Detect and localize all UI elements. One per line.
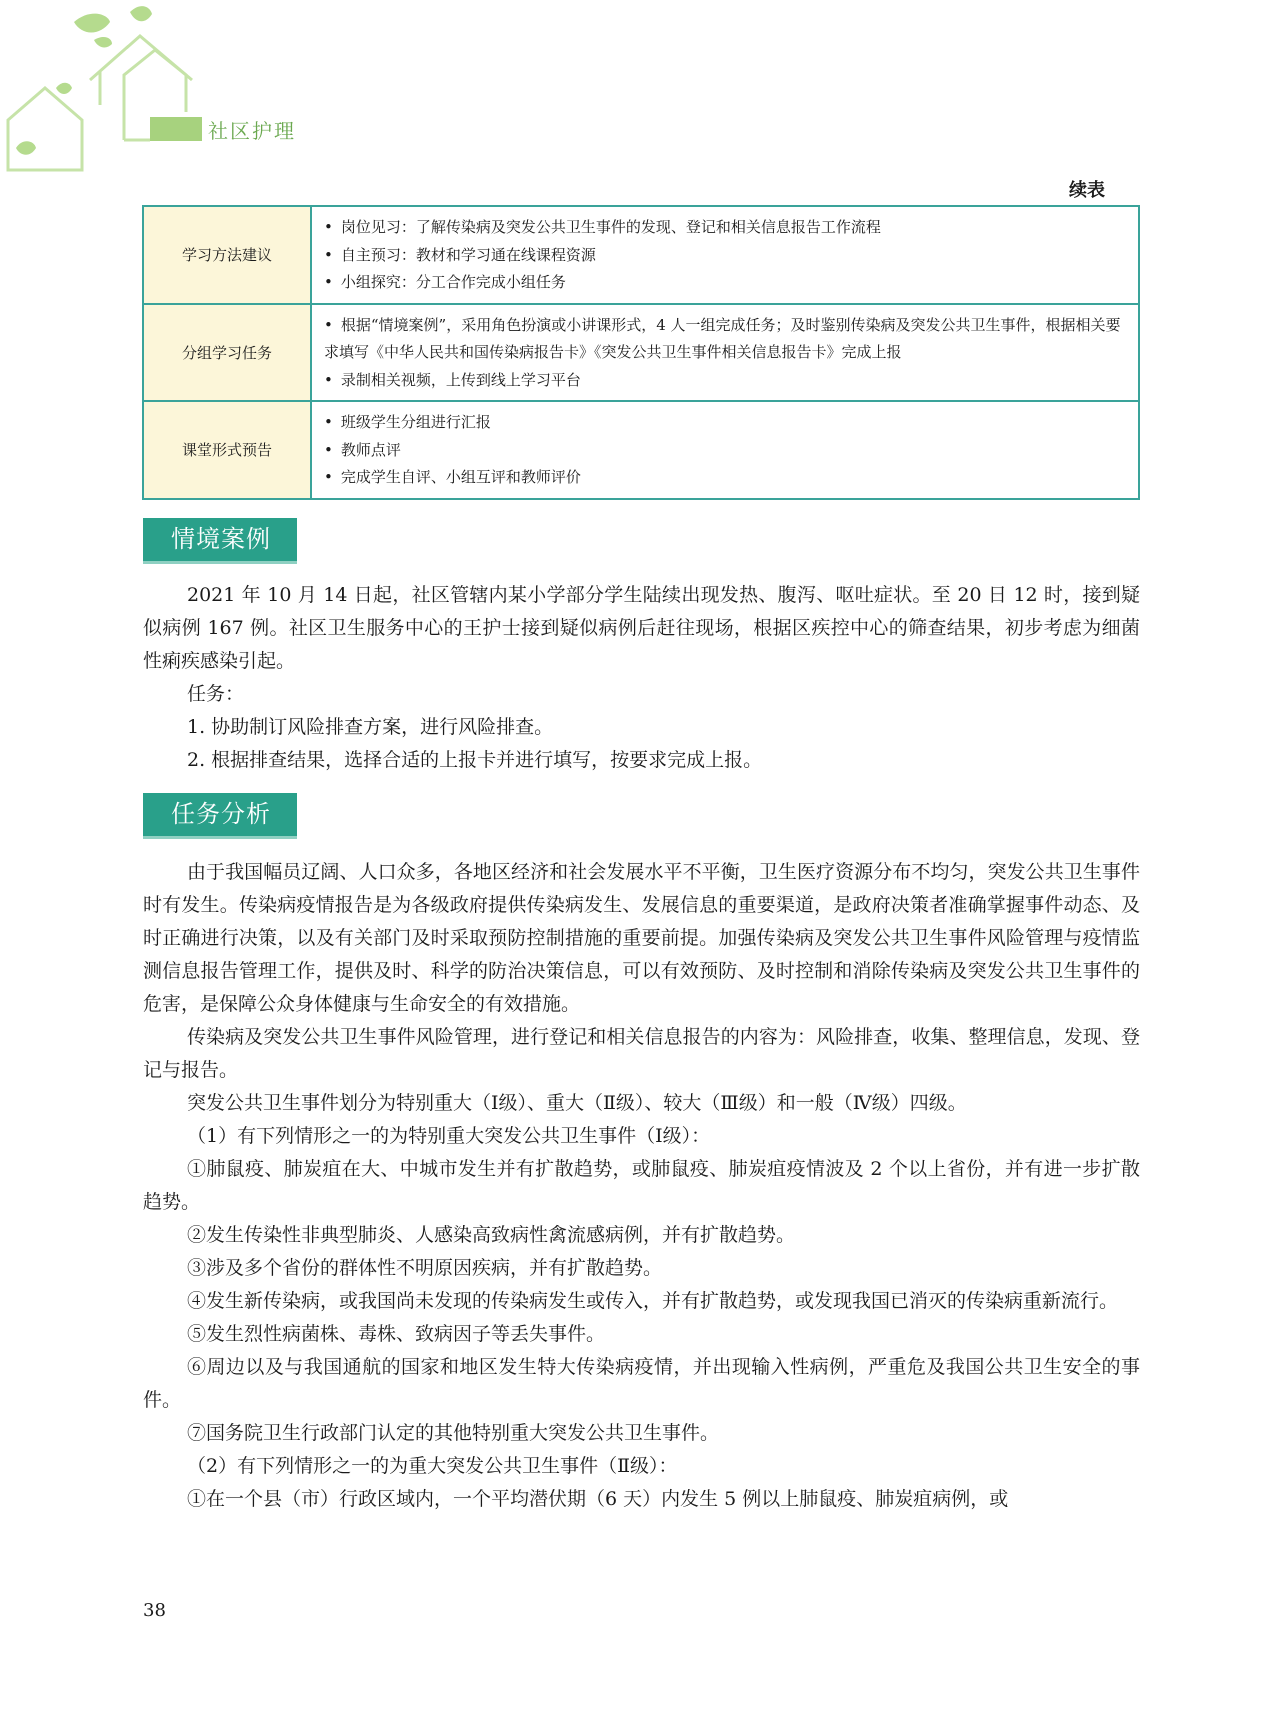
paragraph: 1. 协助制订风险排查方案，进行风险排查。 — [187, 716, 554, 738]
list-item: • 班级学生分组进行汇报 — [324, 409, 1126, 437]
section-tag-analysis: 任务分析 — [143, 793, 297, 836]
paragraph: ⑥周边以及与我国通航的国家和地区发生特大传染病疫情，并出现输入性病例，严重危及我国公共卫生安全的事件。 — [143, 1356, 1140, 1411]
case-text — [143, 579, 1140, 777]
list-item: • 完成学生自评、小组互评和教师评价 — [324, 464, 1126, 492]
paragraph: ②发生传染性非典型肺炎、人感染高致病性禽流感病例，并有扩散趋势。 — [187, 1224, 796, 1246]
table-continued-label: 续表 — [1069, 180, 1105, 201]
table-row — [143, 401, 1139, 499]
chapter-accent-bar — [150, 117, 202, 141]
analysis-text — [143, 856, 1140, 1516]
table-row — [143, 206, 1139, 304]
row-label: 课堂形式预告 — [143, 401, 311, 499]
house-leaf-logo — [0, 0, 300, 185]
paragraph: ⑤发生烈性病菌株、毒株、致病因子等丢失事件。 — [187, 1323, 606, 1345]
table-row — [143, 304, 1139, 402]
paragraph: （2）有下列情形之一的为重大突发公共卫生事件（Ⅱ级）： — [187, 1455, 678, 1477]
list-item: • 教师点评 — [324, 437, 1126, 465]
paragraph: ①肺鼠疫、肺炭疽在大、中城市发生并有扩散趋势，或肺鼠疫、肺炭疽疫情波及 2 个以上省份，并有进一步扩散趋势。 — [143, 1158, 1140, 1213]
paragraph: ③涉及多个省份的群体性不明原因疾病，并有扩散趋势。 — [187, 1257, 663, 1279]
page-number: 38 — [143, 1600, 166, 1621]
list-item: • 自主预习：教材和学习通在线课程资源 — [324, 242, 1126, 270]
paragraph: 突发公共卫生事件划分为特别重大（Ⅰ级）、重大（Ⅱ级）、较大（Ⅲ级）和一般（Ⅳ级）四级。 — [187, 1092, 967, 1114]
row-label: 分组学习任务 — [143, 304, 311, 402]
list-item: • 小组探究：分工合作完成小组任务 — [324, 269, 1126, 297]
paragraph: （1）有下列情形之一的为特别重大突发公共卫生事件（Ⅰ级）： — [187, 1125, 711, 1147]
list-item: • 岗位见习：了解传染病及突发公共卫生事件的发现、登记和相关信息报告工作流程 — [324, 214, 1126, 242]
list-item: • 根据“情境案例”，采用角色扮演或小讲课形式，4 人一组完成任务；及时鉴别传染病及突发公共卫生事件，根据相关要求填写《中华人民共和国传染病报告卡》《突发公共卫生事件相关信息报告卡》完成上报 — [324, 312, 1126, 367]
paragraph: ④发生新传染病，或我国尚未发现的传染病发生或传入，并有扩散趋势，或发现我国已消灭的传染病重新流行。 — [187, 1290, 1119, 1312]
paragraph: 2021 年 10 月 14 日起，社区管辖内某小学部分学生陆续出现发热、腹泻、呕吐症状。至 20 日 12 时，接到疑似病例 167 例。社区卫生服务中心的王护士接到疑似病例后赶往现场，根据区疾控中心的筛查结果，初步考虑为细菌性痢疾感染引起。 — [143, 584, 1140, 672]
section-tag-case: 情境案例 — [143, 518, 297, 561]
chapter-title: 社区护理 — [208, 119, 296, 143]
paragraph: ⑦国务院卫生行政部门认定的其他特别重大突发公共卫生事件。 — [187, 1422, 720, 1444]
paragraph: 任务： — [187, 683, 245, 705]
row-label: 学习方法建议 — [143, 206, 311, 304]
row-content — [311, 206, 1139, 304]
paragraph: 2. 根据排查结果，选择合适的上报卡并进行填写，按要求完成上报。 — [187, 749, 763, 771]
paragraph: ①在一个县（市）行政区域内，一个平均潜伏期（6 天）内发生 5 例以上肺鼠疫、肺炭疽病例，或 — [187, 1488, 1009, 1510]
row-content — [311, 401, 1139, 499]
paragraph: 由于我国幅员辽阔、人口众多，各地区经济和社会发展水平不平衡，卫生医疗资源分布不均匀，突发公共卫生事件时有发生。传染病疫情报告是为各级政府提供传染病发生、发展信息的重要渠道，是政府决策者准确掌握事件动态、及时正确进行决策，以及有关部门及时采取预防控制措施的重要前提。加强传染病及突发公共卫生事件风险管理与疫情监测信息报告管理工作，提供及时、科学的防治决策信息，可以有效预防、及时控制和消除传染病及突发公共卫生事件的危害，是保障公众身体健康与生命安全的有效措施。 — [143, 861, 1140, 1015]
study-guide-table — [142, 205, 1140, 500]
list-item: • 录制相关视频，上传到线上学习平台 — [324, 367, 1126, 395]
row-content — [311, 304, 1139, 402]
paragraph: 传染病及突发公共卫生事件风险管理，进行登记和相关信息报告的内容为：风险排查，收集、整理信息，发现、登记与报告。 — [143, 1026, 1140, 1081]
